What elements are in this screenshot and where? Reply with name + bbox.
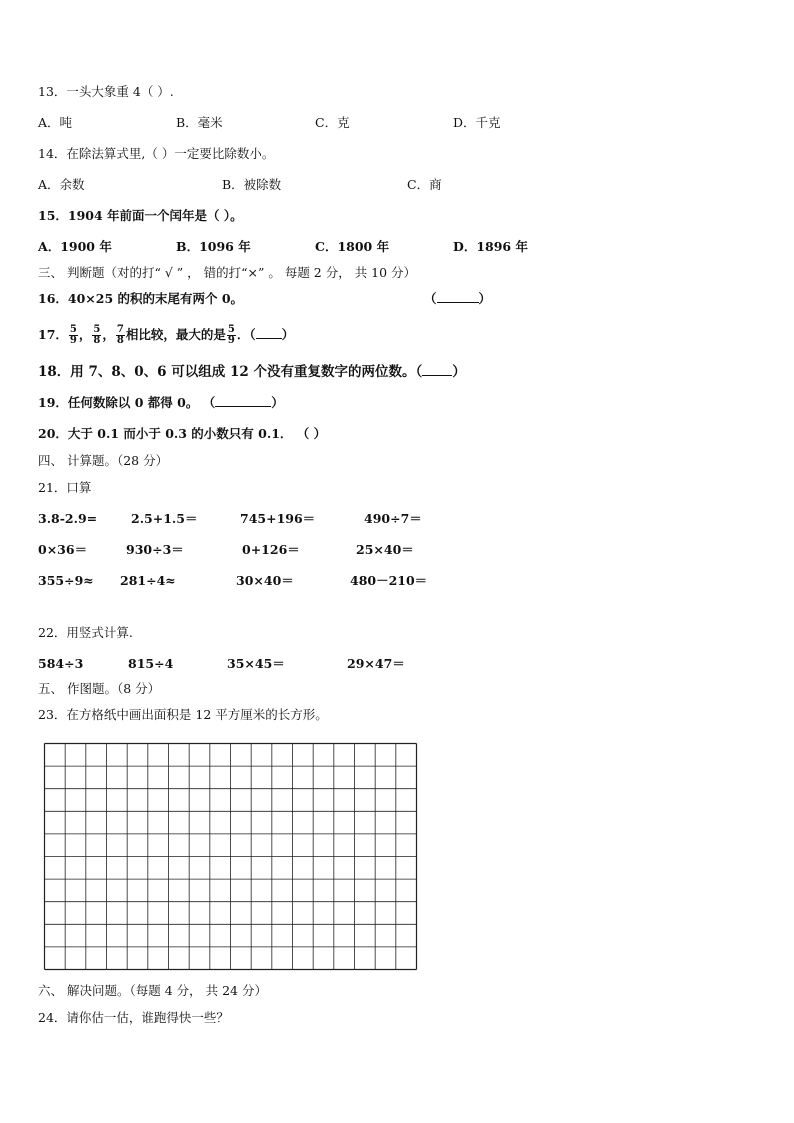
answer-underline (437, 291, 479, 303)
calc-item: 281÷4≈ (120, 573, 176, 588)
question-16: 16．40×25 的积的末尾有两个 0。 (38, 291, 244, 306)
calc-item: 490÷7＝ (364, 511, 422, 526)
calc-item: 355÷9≈ (38, 573, 94, 588)
section-4-title: 四、 计算题。（28 分） (38, 453, 169, 468)
q16-answer-blank: （ ） (424, 291, 492, 306)
section-5-title: 五、 作图题。（8 分） (38, 681, 161, 696)
calc-item: 745+196＝ (240, 511, 316, 526)
calc-item: 30×40＝ (236, 573, 294, 588)
q14-option-b: B．被除数 (222, 177, 282, 192)
question-19: 19．任何数除以 0 都得 0。 （ ） (38, 395, 284, 410)
question-21-title: 21．口算 (38, 480, 92, 495)
fraction-5-9: $\frac{5}{9}$ (69, 324, 77, 346)
graph-paper-grid[interactable] (43, 742, 419, 972)
calc-item: 0×36＝ (38, 542, 88, 557)
q15-option-c: C．1800 年 (315, 239, 390, 254)
q14-option-c: C．商 (407, 177, 442, 192)
q15-option-d: D．1896 年 (453, 239, 528, 254)
answer-underline (215, 395, 271, 407)
q13-option-c: C．克 (315, 115, 350, 130)
fraction-5-9-answer: $\frac{5}{9}$ (227, 324, 235, 346)
calc-item: 930÷3＝ (126, 542, 184, 557)
question-17: 17． $\frac{5}{9}$ ， $\frac{5}{8}$ ， $\frac{7}{8}$ 相比较，最大的是 $\frac{5}{9}$ ．（ ） (38, 324, 295, 346)
calc-item: 2.5+1.5＝ (131, 511, 198, 526)
q14-option-a: A．余数 (38, 177, 85, 192)
fraction-7-8: $\frac{7}{8}$ (116, 324, 124, 346)
answer-underline (422, 364, 452, 376)
answer-underline (256, 327, 282, 339)
q15-option-a: A．1900 年 (38, 239, 112, 254)
fraction-5-8: $\frac{5}{8}$ (93, 324, 101, 346)
vertical-calc-item: 815÷4 (128, 656, 174, 671)
vertical-calc-item: 29×47＝ (347, 656, 405, 671)
section-6-title: 六、 解决问题。（每题 4 分， 共 24 分） (38, 983, 267, 998)
question-13: 13．一头大象重 4（ ）. (38, 84, 174, 99)
question-23: 23．在方格纸中画出面积是 12 平方厘米的长方形。 (38, 707, 328, 722)
q13-option-d: D．千克 (453, 115, 501, 130)
question-20: 20．大于 0.1 而小于 0.3 的小数只有 0.1． （ ） (38, 426, 327, 441)
question-24: 24．请你估一估，谁跑得快一些？ (38, 1010, 229, 1025)
calc-item: 0+126＝ (242, 542, 300, 557)
q15-option-b: B．1096 年 (176, 239, 251, 254)
q13-option-b: B．毫米 (176, 115, 223, 130)
calc-item: 25×40＝ (356, 542, 414, 557)
vertical-calc-item: 584÷3 (38, 656, 84, 671)
calc-item: 480－210＝ (350, 573, 428, 588)
vertical-calc-item: 35×45＝ (227, 656, 285, 671)
q13-option-a: A．吨 (38, 115, 73, 130)
question-15: 15．1904 年前面一个闰年是（ ）。 (38, 208, 243, 223)
question-18: 18．用 7、8、0、6 可以组成 12 个没有重复数字的两位数。（ ） (38, 364, 466, 380)
section-3-title: 三、 判断题（对的打“ √ ” ， 错的打“×” 。 每题 2 分， 共 10 分） (38, 265, 417, 280)
question-22-title: 22．用竖式计算. (38, 625, 133, 640)
question-14: 14．在除法算式里,（ ）一定要比除数小。 (38, 146, 275, 161)
calc-item: 3.8-2.9= (38, 511, 98, 526)
